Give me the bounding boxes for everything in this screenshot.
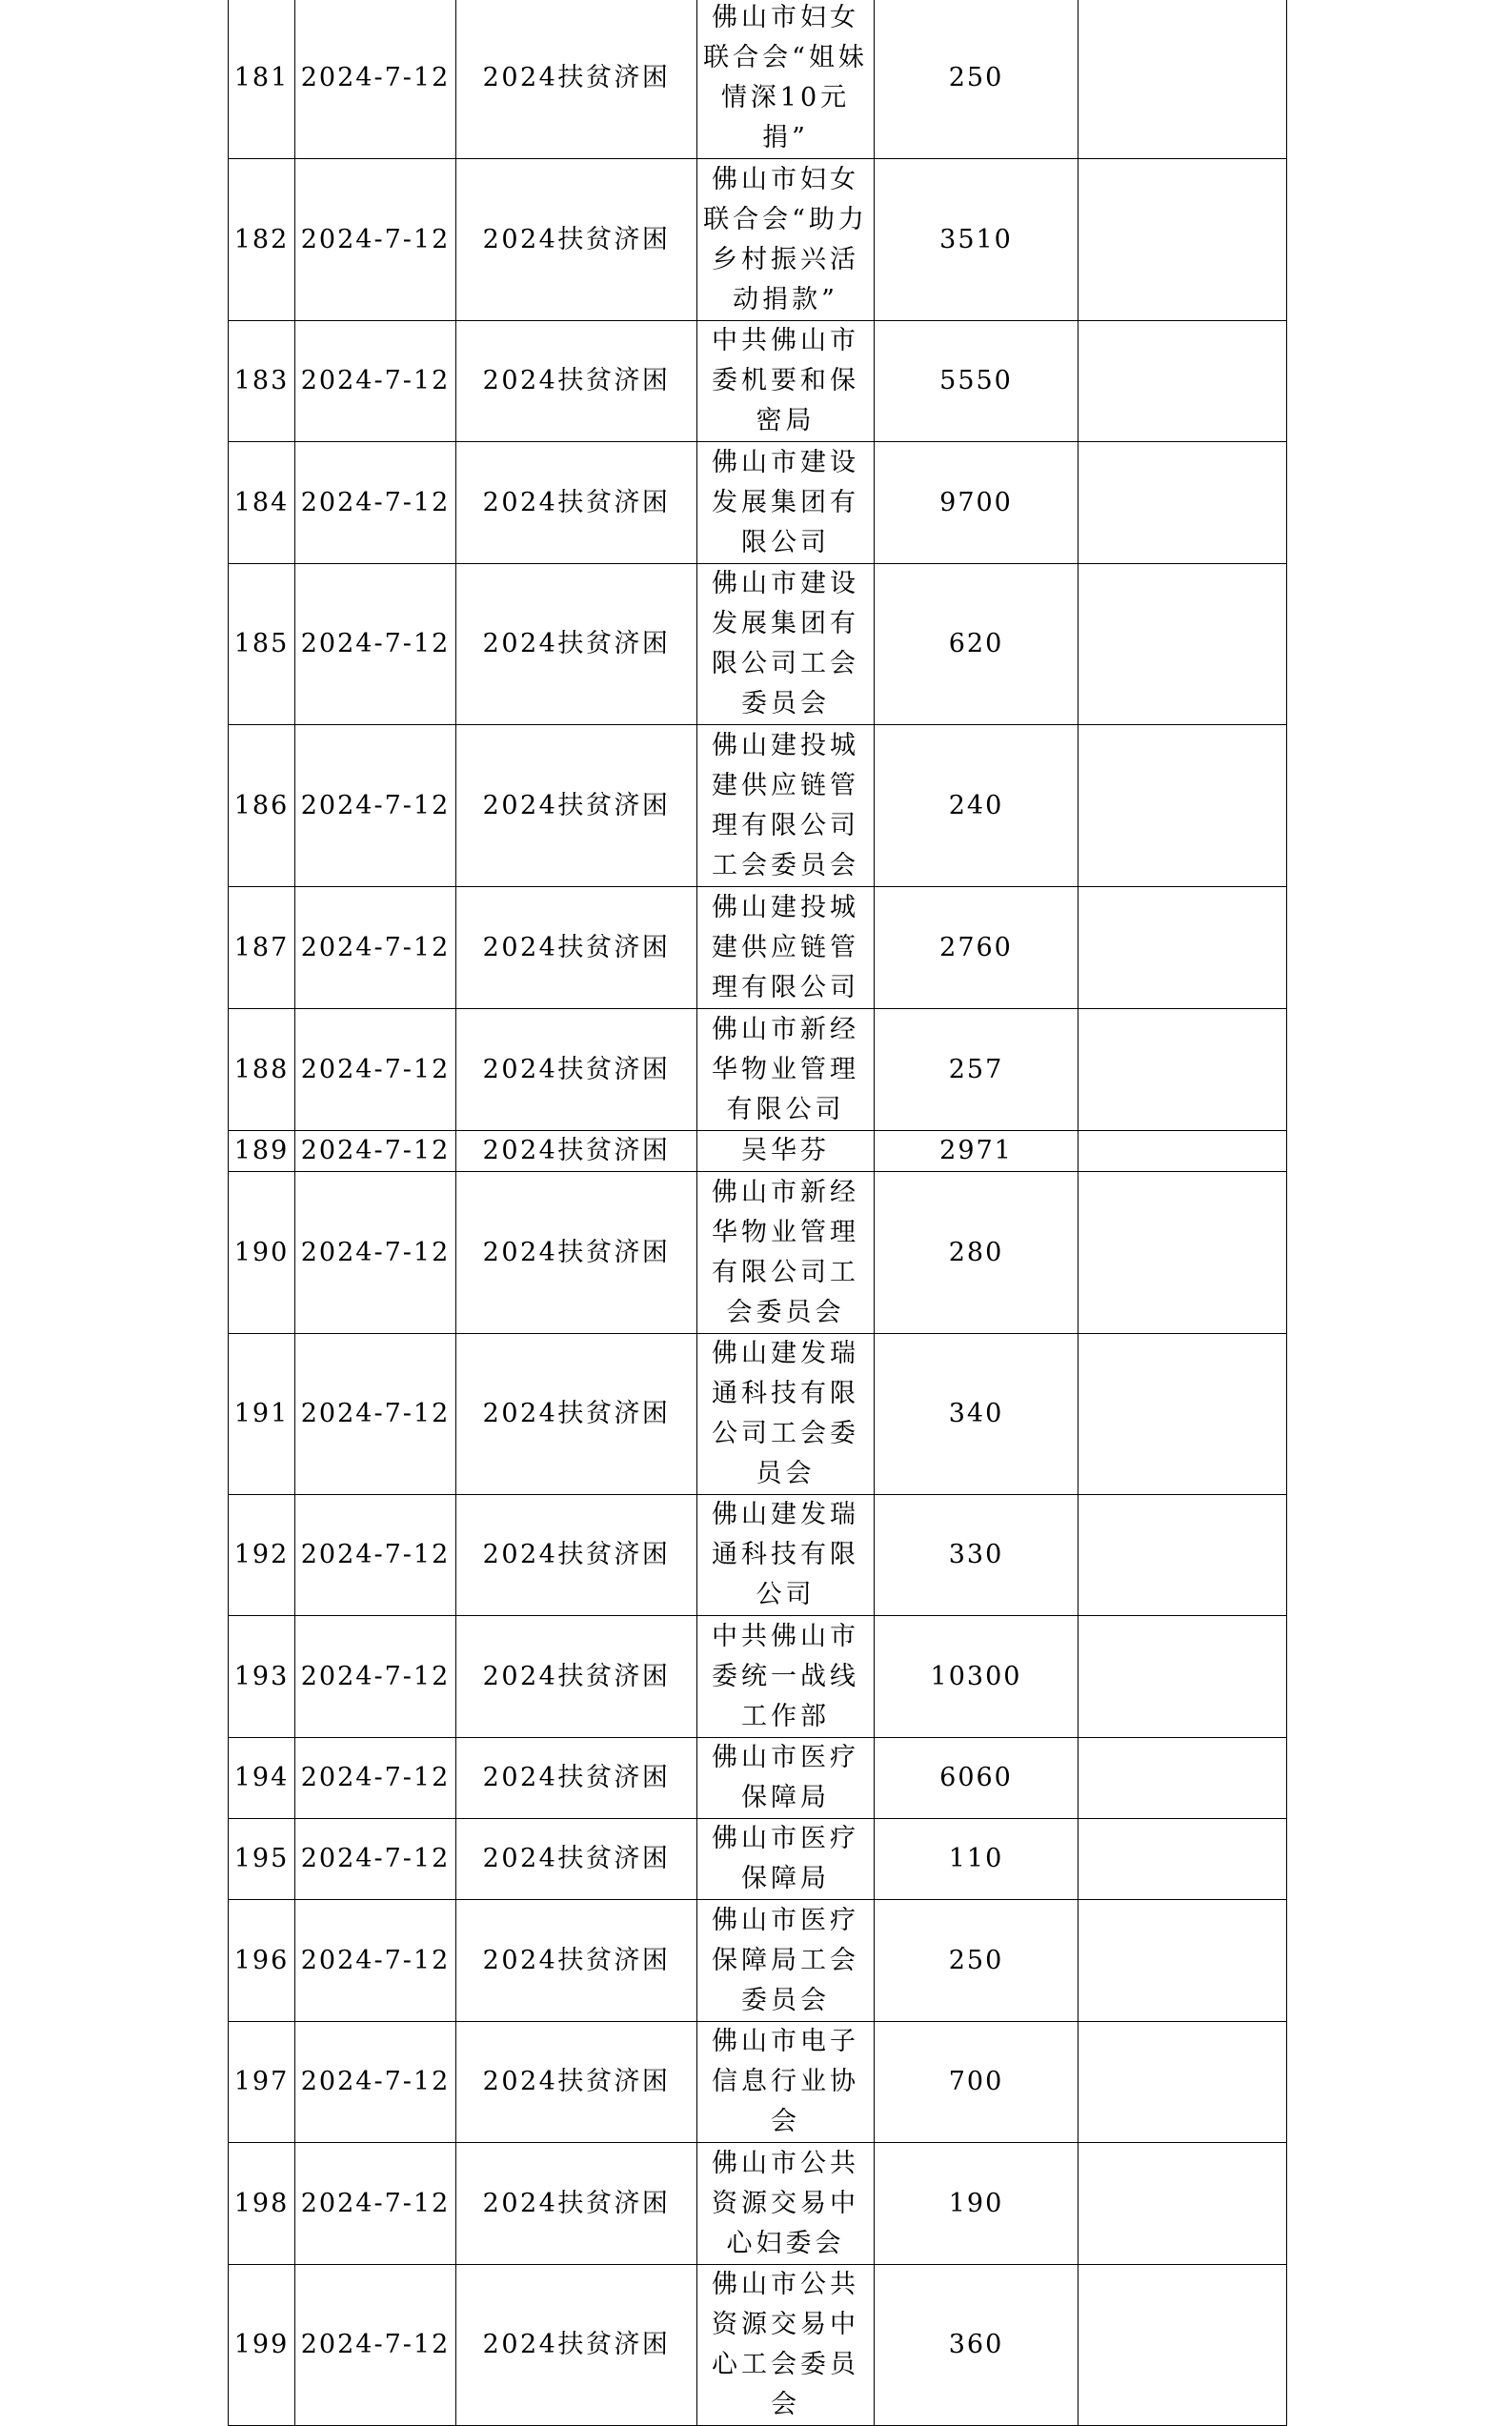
- category-cell: 2024扶贫济困: [456, 159, 697, 321]
- category-cell: 2024扶贫济困: [456, 1131, 697, 1172]
- category-cell: 2024扶贫济困: [456, 442, 697, 564]
- table-row: [229, 321, 1287, 442]
- date-cell: 2024-7-12: [295, 1009, 456, 1131]
- row-number-cell: 189: [229, 1131, 295, 1172]
- note-cell: [1079, 1616, 1287, 1738]
- row-number-cell: 184: [229, 442, 295, 564]
- date-cell: 2024-7-12: [295, 1172, 456, 1334]
- donor-cell: 佛山市医疗保障局: [697, 1738, 875, 1819]
- date-cell: 2024-7-12: [295, 1819, 456, 1900]
- donor-cell: 佛山市建设发展集团有限公司工会委员会: [697, 564, 875, 725]
- donor-cell: 佛山市建设发展集团有限公司: [697, 442, 875, 564]
- row-number-cell: 195: [229, 1819, 295, 1900]
- amount-cell: 340: [875, 1334, 1079, 1495]
- note-cell: [1079, 1172, 1287, 1334]
- row-number-cell: 199: [229, 2265, 295, 2426]
- note-cell: [1079, 1738, 1287, 1819]
- date-cell: 2024-7-12: [295, 725, 456, 887]
- table-row: [229, 1738, 1287, 1819]
- date-cell: 2024-7-12: [295, 1131, 456, 1172]
- table-row: [229, 1495, 1287, 1616]
- table-row: [229, 887, 1287, 1009]
- category-cell: 2024扶贫济困: [456, 1172, 697, 1334]
- category-cell: 2024扶贫济困: [456, 1900, 697, 2022]
- table-row: [229, 159, 1287, 321]
- category-cell: 2024扶贫济困: [456, 0, 697, 159]
- date-cell: 2024-7-12: [295, 2022, 456, 2143]
- note-cell: [1079, 564, 1287, 725]
- date-cell: 2024-7-12: [295, 1616, 456, 1738]
- row-number-cell: 190: [229, 1172, 295, 1334]
- amount-cell: 250: [875, 1900, 1079, 2022]
- amount-cell: 240: [875, 725, 1079, 887]
- amount-cell: 10300: [875, 1616, 1079, 1738]
- table-row: [229, 725, 1287, 887]
- date-cell: 2024-7-12: [295, 1900, 456, 2022]
- table-row: [229, 1172, 1287, 1334]
- row-number-cell: 182: [229, 159, 295, 321]
- donor-cell: 佛山建发瑞通科技有限公司: [697, 1495, 875, 1616]
- row-number-cell: 194: [229, 1738, 295, 1819]
- row-number-cell: 187: [229, 887, 295, 1009]
- date-cell: 2024-7-12: [295, 1495, 456, 1616]
- category-cell: 2024扶贫济困: [456, 1819, 697, 1900]
- category-cell: 2024扶贫济困: [456, 1616, 697, 1738]
- donor-cell: 中共佛山市委统一战线工作部: [697, 1616, 875, 1738]
- amount-cell: 6060: [875, 1738, 1079, 1819]
- category-cell: 2024扶贫济困: [456, 321, 697, 442]
- table-row: [229, 1819, 1287, 1900]
- date-cell: 2024-7-12: [295, 2265, 456, 2426]
- category-cell: 2024扶贫济困: [456, 1738, 697, 1819]
- amount-cell: 190: [875, 2143, 1079, 2265]
- donor-cell: 佛山市新经华物业管理有限公司工会委员会: [697, 1172, 875, 1334]
- amount-cell: 280: [875, 1172, 1079, 1334]
- note-cell: [1079, 1131, 1287, 1172]
- donor-cell: 佛山市妇女联合会“姐妹情深10元捐”: [697, 0, 875, 159]
- note-cell: [1079, 887, 1287, 1009]
- amount-cell: 2971: [875, 1131, 1079, 1172]
- amount-cell: 330: [875, 1495, 1079, 1616]
- note-cell: [1079, 1334, 1287, 1495]
- date-cell: 2024-7-12: [295, 564, 456, 725]
- note-cell: [1079, 2022, 1287, 2143]
- row-number-cell: 181: [229, 0, 295, 159]
- note-cell: [1079, 159, 1287, 321]
- donor-cell: 吴华芬: [697, 1131, 875, 1172]
- date-cell: 2024-7-12: [295, 1334, 456, 1495]
- date-cell: 2024-7-12: [295, 0, 456, 159]
- category-cell: 2024扶贫济困: [456, 2143, 697, 2265]
- donation-table: [228, 0, 1287, 2426]
- row-number-cell: 191: [229, 1334, 295, 1495]
- row-number-cell: 183: [229, 321, 295, 442]
- table-row: [229, 0, 1287, 159]
- table-row: [229, 442, 1287, 564]
- row-number-cell: 193: [229, 1616, 295, 1738]
- donor-cell: 佛山市新经华物业管理有限公司: [697, 1009, 875, 1131]
- note-cell: [1079, 321, 1287, 442]
- amount-cell: 3510: [875, 159, 1079, 321]
- note-cell: [1079, 0, 1287, 159]
- amount-cell: 360: [875, 2265, 1079, 2426]
- donor-cell: 佛山市公共资源交易中心妇委会: [697, 2143, 875, 2265]
- category-cell: 2024扶贫济困: [456, 725, 697, 887]
- category-cell: 2024扶贫济困: [456, 887, 697, 1009]
- category-cell: 2024扶贫济困: [456, 2022, 697, 2143]
- row-number-cell: 196: [229, 1900, 295, 2022]
- row-number-cell: 192: [229, 1495, 295, 1616]
- note-cell: [1079, 1009, 1287, 1131]
- donor-cell: 佛山建发瑞通科技有限公司工会委员会: [697, 1334, 875, 1495]
- table-row: [229, 1900, 1287, 2022]
- note-cell: [1079, 725, 1287, 887]
- amount-cell: 250: [875, 0, 1079, 159]
- row-number-cell: 186: [229, 725, 295, 887]
- category-cell: 2024扶贫济困: [456, 564, 697, 725]
- table-row: [229, 1334, 1287, 1495]
- amount-cell: 9700: [875, 442, 1079, 564]
- category-cell: 2024扶贫济困: [456, 1495, 697, 1616]
- category-cell: 2024扶贫济困: [456, 2265, 697, 2426]
- donor-cell: 佛山市妇女联合会“助力乡村振兴活动捐款”: [697, 159, 875, 321]
- amount-cell: 257: [875, 1009, 1079, 1131]
- amount-cell: 2760: [875, 887, 1079, 1009]
- note-cell: [1079, 2143, 1287, 2265]
- donor-cell: 中共佛山市委机要和保密局: [697, 321, 875, 442]
- row-number-cell: 197: [229, 2022, 295, 2143]
- date-cell: 2024-7-12: [295, 159, 456, 321]
- amount-cell: 700: [875, 2022, 1079, 2143]
- table-row: [229, 2022, 1287, 2143]
- table-row: [229, 564, 1287, 725]
- date-cell: 2024-7-12: [295, 2143, 456, 2265]
- donor-cell: 佛山市医疗保障局: [697, 1819, 875, 1900]
- note-cell: [1079, 1495, 1287, 1616]
- note-cell: [1079, 442, 1287, 564]
- row-number-cell: 185: [229, 564, 295, 725]
- donor-cell: 佛山市电子信息行业协会: [697, 2022, 875, 2143]
- amount-cell: 5550: [875, 321, 1079, 442]
- note-cell: [1079, 2265, 1287, 2426]
- table-row: [229, 1616, 1287, 1738]
- donor-cell: 佛山市公共资源交易中心工会委员会: [697, 2265, 875, 2426]
- table-row: [229, 1131, 1287, 1172]
- date-cell: 2024-7-12: [295, 887, 456, 1009]
- table-row: [229, 2143, 1287, 2265]
- donation-table-body: [229, 0, 1287, 2426]
- date-cell: 2024-7-12: [295, 1738, 456, 1819]
- table-row: [229, 2265, 1287, 2426]
- table-row: [229, 1009, 1287, 1131]
- category-cell: 2024扶贫济困: [456, 1009, 697, 1131]
- donor-cell: 佛山建投城建供应链管理有限公司: [697, 887, 875, 1009]
- category-cell: 2024扶贫济困: [456, 1334, 697, 1495]
- note-cell: [1079, 1900, 1287, 2022]
- date-cell: 2024-7-12: [295, 442, 456, 564]
- note-cell: [1079, 1819, 1287, 1900]
- donor-cell: 佛山建投城建供应链管理有限公司工会委员会: [697, 725, 875, 887]
- row-number-cell: 188: [229, 1009, 295, 1131]
- amount-cell: 620: [875, 564, 1079, 725]
- donor-cell: 佛山市医疗保障局工会委员会: [697, 1900, 875, 2022]
- amount-cell: 110: [875, 1819, 1079, 1900]
- date-cell: 2024-7-12: [295, 321, 456, 442]
- row-number-cell: 198: [229, 2143, 295, 2265]
